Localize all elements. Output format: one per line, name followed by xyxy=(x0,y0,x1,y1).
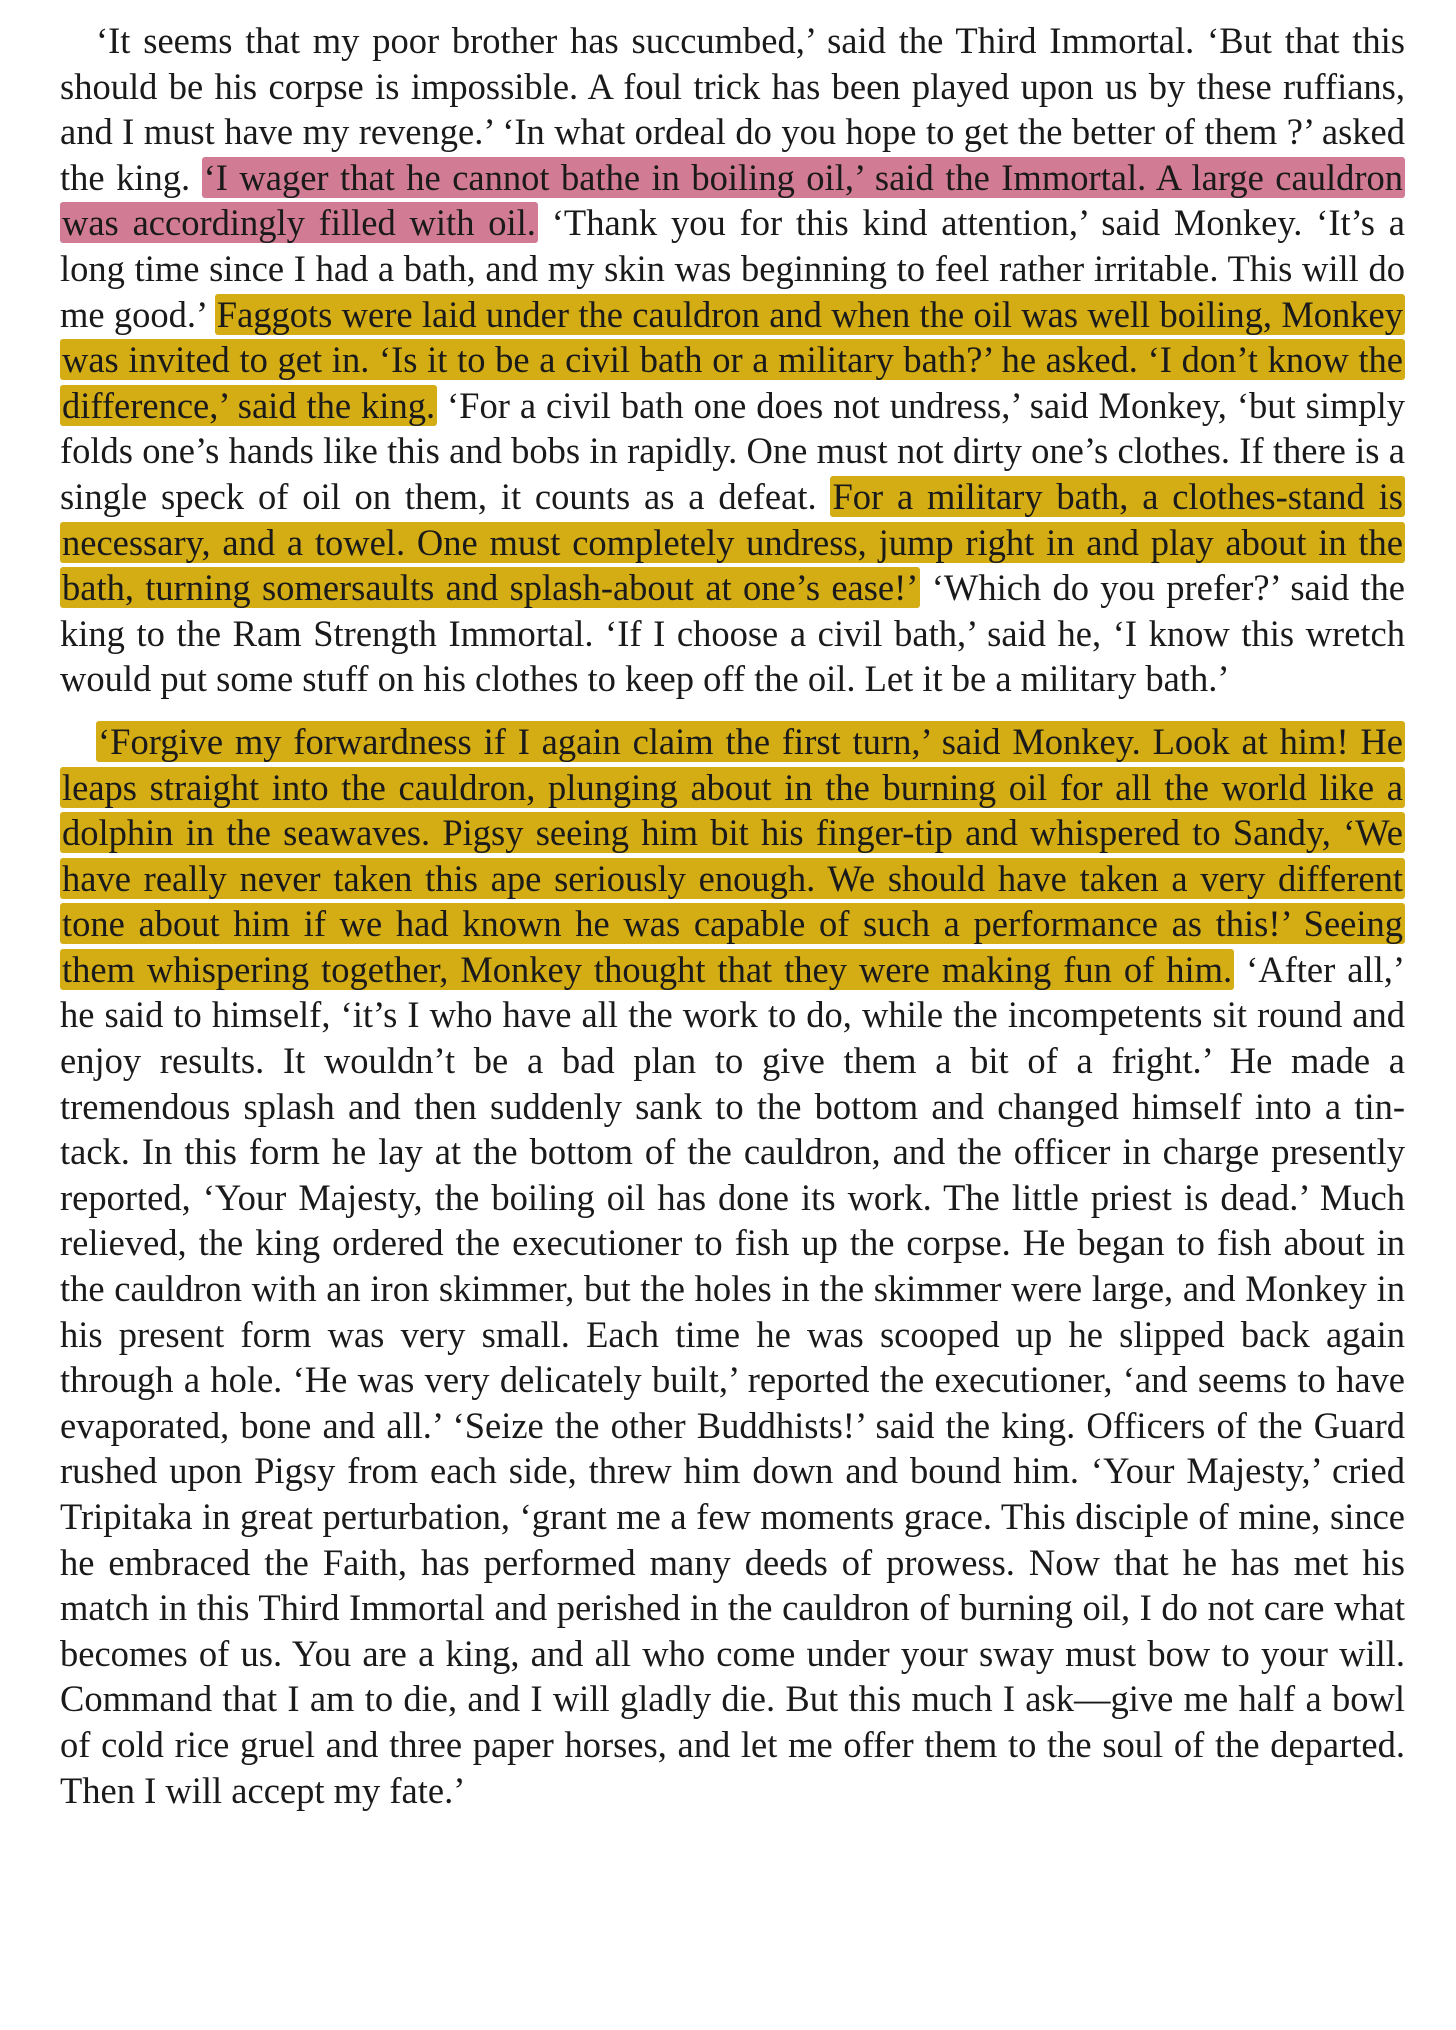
highlight-gold-2[interactable]: For a military bath, a clothes-stand is necessary, and a towel. One must completely undress, jump right in and play about in the bath, turning somersaults and splash-about at one’s ease!’ xyxy=(62,475,1403,609)
paragraph-1-text-2: ‘Thank you for this kind attention,’ said Monkey. ‘It’s a long time since I had a bath, and my skin was beginning to feel rather irritable. This will do me good.’ xyxy=(60,202,1405,335)
paragraph-2 xyxy=(60,719,1405,1813)
reading-page xyxy=(60,18,1405,1813)
paragraph-2-text-1: ‘After all,’ he said to himself, ‘it’s I who have all the work to do, while the incompetents sit round and enjoy results. It wouldn’t be a bad plan to give them a bit of a fright.’ He made a tremendous splash and then suddenly sank to the bottom and changed himself into a tin-tack. In this form he lay at the bottom of the cauldron, and the officer in charge presently reported, ‘Your Majesty, the boiling oil has done its work. The little priest is dead.’ Much relieved, the king ordered the executioner to fish up the corpse. He began to fish about in the cauldron with an iron skimmer, but the holes in the skimmer were large, and Monkey in his present form was very small. Each time he was scooped up he slipped back again through a hole. ‘He was very delicately built,’ reported the executioner, ‘and seems to have evaporated, bone and all.’ ‘Seize the other Buddhists!’ said the king. Officers of the Guard rushed upon Pigsy from each side, threw him down and bound him. ‘Your Majesty,’ cried Tripitaka in great perturbation, ‘grant me a few moments grace. This disciple of mine, since he embraced the Faith, has performed many deeds of prowess. Now that he has met his match in this Third Immortal and perished in the cauldron of burning oil, I do not care what becomes of us. You are a king, and all who come under your sway must bow to your will. Command that I am to die, and I will gladly die. But this much I ask—give me half a bowl of cold rice gruel and three paper horses, and let me offer them to the soul of the departed. Then I will accept my fate.’ xyxy=(60,948,1405,1811)
paragraph-1-text-4: ‘Which do you prefer?’ said the king to the Ram Strength Immortal. ‘If I choose a civil bath,’ said he, ‘I know this wretch would put some stuff on his clothes to keep off the oil. Let it be a military bath.’ xyxy=(60,567,1405,700)
paragraph-1-text-1: ‘It seems that my poor brother has succumbed,’ said the Third Immortal. ‘But that this should be his corpse is impossible. A foul trick has been played upon us by these ruffians, and I must have my revenge.’ ‘In what ordeal do you hope to get the better of them ?’ asked the king. xyxy=(60,20,1405,198)
highlight-pink-1[interactable]: ‘I wager that he cannot bathe in boiling oil,’ said the Immortal. A large cauldron was accordingly filled with oil. xyxy=(62,156,1404,244)
highlight-gold-1[interactable]: Faggots were laid under the cauldron and when the oil was well boiling, Monkey was invited to get in. ‘Is it to be a civil bath or a military bath?’ he asked. ‘I don’t know the difference,’ said the king. xyxy=(62,293,1403,426)
paragraph-1 xyxy=(60,18,1405,702)
paragraph-1-text-3: ‘For a civil bath one does not undress,’ said Monkey, ‘but simply folds one’s hands like this and bobs in rapidly. One must not dirty one’s clothes. If there is a single speck of oil on them, it counts as a defeat. xyxy=(60,384,1405,517)
highlight-gold-3[interactable]: ‘Forgive my forwardness if I again claim the first turn,’ said Monkey. Look at him! He leaps straight into the cauldron, plunging about in the burning oil for all the world like a dolphin in the seawaves. Pigsy seeing him bit his finger-tip and whispered to Sandy, ‘We have really never taken this ape seriously enough. We should have taken a very different tone about him if we had known he was capable of such a performance as this!’ Seeing them whispering together, Monkey thought that they were making fun of him. xyxy=(62,720,1403,990)
